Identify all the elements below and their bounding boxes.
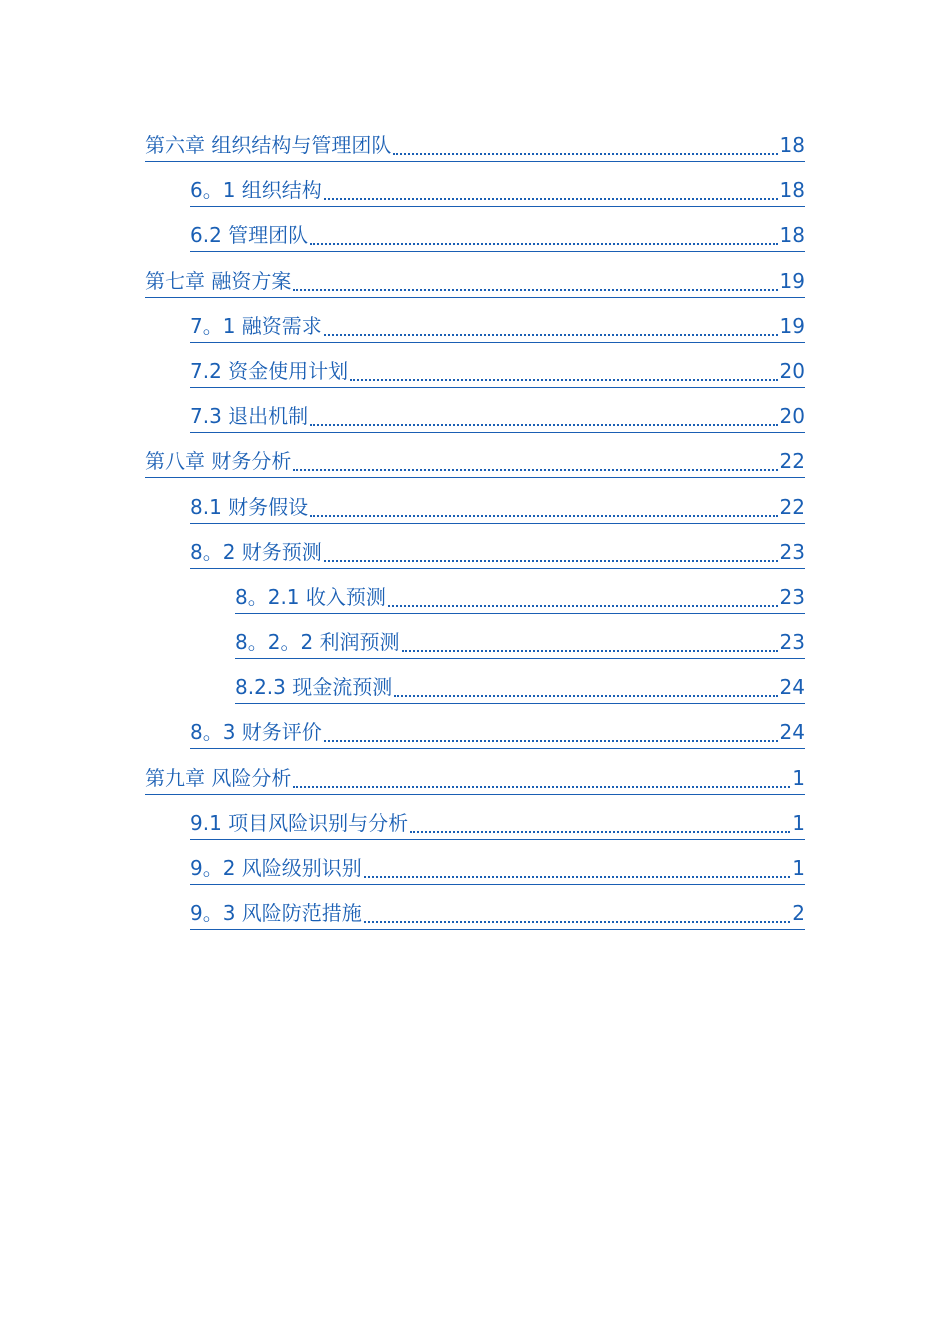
toc-entry: [0, 259, 950, 304]
toc-page-number: 23: [779, 539, 805, 564]
toc-entry: [0, 756, 950, 801]
toc-entry-title: 8.1 财务假设: [190, 494, 309, 519]
toc-dot-leader: [364, 876, 790, 878]
toc-dot-leader: [293, 289, 777, 291]
toc-page-number: 18: [779, 223, 805, 248]
toc-page-number: 20: [779, 358, 805, 383]
toc-link[interactable]: [145, 760, 805, 795]
toc-entry: [0, 575, 950, 620]
toc-entry-title: 8。2.1 收入预测: [235, 584, 386, 609]
toc-link[interactable]: [190, 353, 805, 388]
toc-entry-title: 8。2 财务预测: [190, 539, 322, 564]
toc-entry-title: 9.1 项目风险识别与分析: [190, 810, 409, 835]
toc-link[interactable]: [190, 172, 805, 207]
toc-page-number: 24: [779, 720, 805, 745]
toc-entry-title: 9。3 风险防范措施: [190, 901, 362, 926]
toc-link[interactable]: [145, 263, 805, 298]
toc-entry: [0, 213, 950, 258]
toc-dot-leader: [324, 560, 778, 562]
toc-entry-title: 8.2.3 现金流预测: [235, 675, 393, 700]
toc-link[interactable]: [235, 669, 805, 704]
toc-link[interactable]: [190, 489, 805, 524]
toc-page-number: 22: [779, 449, 805, 474]
toc-page-number: 2: [792, 901, 805, 926]
toc-entry-title: 第六章 组织结构与管理团队: [145, 133, 392, 157]
toc-dot-leader: [393, 153, 777, 155]
toc-dot-leader: [364, 921, 790, 923]
toc-entry: [0, 485, 950, 530]
toc-page-number: 19: [779, 268, 805, 293]
toc-dot-leader: [310, 243, 777, 245]
toc-entry-title: 7.3 退出机制: [190, 404, 309, 429]
toc-page-number: 23: [779, 630, 805, 655]
toc-link[interactable]: [145, 443, 805, 478]
toc-entry: [0, 349, 950, 394]
toc-entry-title: 8。3 财务评价: [190, 720, 322, 745]
toc-dot-leader: [350, 379, 777, 381]
toc-dot-leader: [410, 831, 790, 833]
toc-link[interactable]: [190, 805, 805, 840]
toc-entry: [0, 439, 950, 484]
toc-page-number: 22: [779, 494, 805, 519]
toc-entry: [0, 801, 950, 846]
toc-page-number: 1: [792, 810, 805, 835]
toc-entry-title: 第八章 财务分析: [145, 449, 292, 474]
toc-entry: [0, 394, 950, 439]
toc-entry-title: 6。1 组织结构: [190, 178, 322, 203]
toc-dot-leader: [310, 515, 777, 517]
toc-entry-title: 6.2 管理团队: [190, 223, 309, 248]
toc-page-number: 19: [779, 313, 805, 338]
toc-link[interactable]: [190, 850, 805, 885]
toc-link[interactable]: [190, 398, 805, 433]
toc-link[interactable]: [190, 308, 805, 343]
toc-link[interactable]: [145, 127, 805, 162]
toc-entry: [0, 846, 950, 891]
toc-page-number: 23: [779, 584, 805, 609]
toc-link[interactable]: [235, 624, 805, 659]
toc-entry-title: 7.2 资金使用计划: [190, 358, 349, 383]
toc-entry: [0, 168, 950, 213]
toc-dot-leader: [394, 695, 777, 697]
toc-page-number: 18: [779, 133, 805, 157]
toc-entry-title: 9。2 风险级别识别: [190, 856, 362, 880]
toc-dot-leader: [293, 786, 790, 788]
toc-entry-title: 8。2。2 利润预测: [235, 630, 400, 655]
toc-dot-leader: [310, 424, 777, 426]
toc-page-number: 1: [792, 765, 805, 790]
toc-page-number: 18: [779, 178, 805, 203]
toc-link[interactable]: [190, 714, 805, 749]
toc-link[interactable]: [190, 534, 805, 569]
toc-entry: [0, 710, 950, 755]
toc-entry: [0, 665, 950, 710]
toc-link[interactable]: [190, 217, 805, 252]
toc-entry: [0, 530, 950, 575]
toc-dot-leader: [293, 469, 777, 471]
toc-entry-title: 第七章 融资方案: [145, 268, 292, 293]
toc-page-number: 1: [792, 856, 805, 880]
toc-entry-title: 7。1 融资需求: [190, 313, 322, 338]
toc-link[interactable]: [190, 895, 805, 930]
toc-page-number: 20: [779, 404, 805, 429]
toc-entry: [0, 304, 950, 349]
toc-page-number: 24: [779, 675, 805, 700]
toc-dot-leader: [324, 334, 778, 336]
toc-dot-leader: [324, 198, 778, 200]
toc-link[interactable]: [235, 579, 805, 614]
toc-entry: [0, 123, 950, 168]
toc-entry: [0, 620, 950, 665]
toc-dot-leader: [388, 605, 778, 607]
toc-dot-leader: [324, 740, 778, 742]
toc-entry-title: 第九章 风险分析: [145, 765, 292, 790]
table-of-contents: [0, 123, 950, 936]
toc-entry: [0, 891, 950, 936]
toc-dot-leader: [402, 650, 778, 652]
